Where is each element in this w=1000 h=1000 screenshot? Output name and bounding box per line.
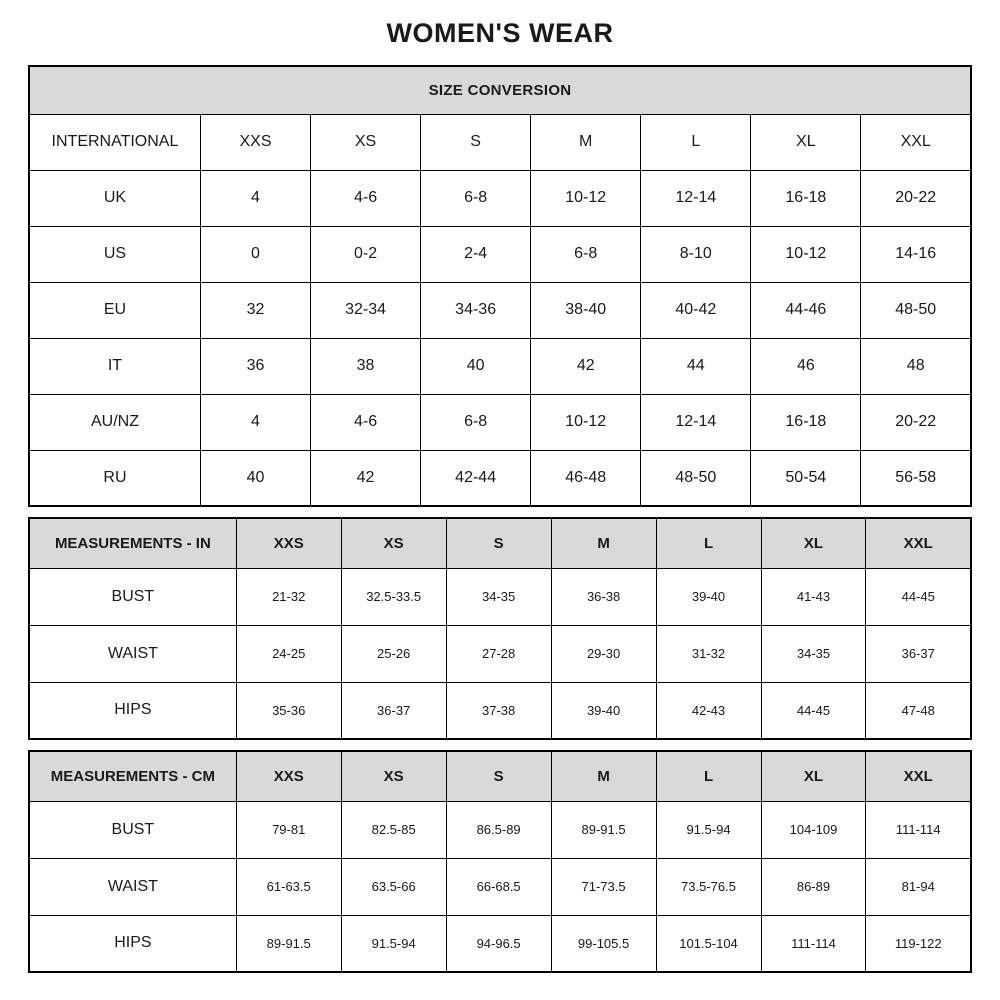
table-cell: 29-30 — [551, 625, 656, 682]
table-cell: 44-45 — [866, 568, 971, 625]
table-cell: 40-42 — [641, 282, 751, 338]
table-cell: 42-44 — [421, 450, 531, 506]
size-conversion-title: SIZE CONVERSION — [29, 66, 971, 114]
table-cell: 32.5-33.5 — [341, 568, 446, 625]
column-header-xxs: XXS — [236, 751, 341, 801]
table-cell: 39-40 — [551, 682, 656, 739]
column-header-international: INTERNATIONAL — [29, 114, 200, 170]
table-cell: 20-22 — [861, 170, 971, 226]
row-label-hips: HIPS — [29, 682, 236, 739]
measurements-in-title: MEASUREMENTS - IN — [29, 518, 236, 568]
table-cell: 71-73.5 — [551, 858, 656, 915]
column-header-m: M — [551, 751, 656, 801]
table-cell: 86.5-89 — [446, 801, 551, 858]
table-cell: 46 — [751, 338, 861, 394]
table-cell: 48 — [861, 338, 971, 394]
table-cell: 35-36 — [236, 682, 341, 739]
table-cell: 81-94 — [866, 858, 971, 915]
column-header-xl: XL — [751, 114, 861, 170]
table-row-waist — [29, 858, 971, 915]
column-header-xxs: XXS — [236, 518, 341, 568]
table-row-aunz — [29, 394, 971, 450]
column-header-l: L — [656, 518, 761, 568]
row-label-bust: BUST — [29, 568, 236, 625]
table-cell: 16-18 — [751, 170, 861, 226]
table-cell: 48-50 — [861, 282, 971, 338]
table-cell: 61-63.5 — [236, 858, 341, 915]
table-cell: 44-45 — [761, 682, 866, 739]
table-cell: 2-4 — [421, 226, 531, 282]
table-cell: 4 — [200, 394, 310, 450]
table-cell: 42-43 — [656, 682, 761, 739]
table-cell: 40 — [421, 338, 531, 394]
row-label-eu: EU — [29, 282, 200, 338]
table-cell: 21-32 — [236, 568, 341, 625]
column-header-s: S — [446, 518, 551, 568]
table-cell: 89-91.5 — [236, 915, 341, 972]
column-header-xl: XL — [761, 518, 866, 568]
table-cell: 20-22 — [861, 394, 971, 450]
table-cell: 12-14 — [641, 394, 751, 450]
table-cell: 24-25 — [236, 625, 341, 682]
table-cell: 4-6 — [311, 394, 421, 450]
table-row-hips — [29, 915, 971, 972]
table-cell: 111-114 — [866, 801, 971, 858]
table-cell: 36 — [200, 338, 310, 394]
table-cell: 41-43 — [761, 568, 866, 625]
table-cell: 36-37 — [341, 682, 446, 739]
table-cell: 34-36 — [421, 282, 531, 338]
table-row-hips — [29, 682, 971, 739]
table-row-ru — [29, 450, 971, 506]
table-cell: 32-34 — [311, 282, 421, 338]
table-cell: 39-40 — [656, 568, 761, 625]
size-conversion-columns-row — [29, 114, 971, 170]
table-cell: 44-46 — [751, 282, 861, 338]
table-cell: 38-40 — [531, 282, 641, 338]
table-cell: 16-18 — [751, 394, 861, 450]
column-header-xs: XS — [341, 751, 446, 801]
row-label-ru: RU — [29, 450, 200, 506]
table-cell: 25-26 — [341, 625, 446, 682]
column-header-xs: XS — [311, 114, 421, 170]
table-cell: 46-48 — [531, 450, 641, 506]
table-cell: 42 — [531, 338, 641, 394]
table-cell: 99-105.5 — [551, 915, 656, 972]
table-cell: 56-58 — [861, 450, 971, 506]
column-header-s: S — [446, 751, 551, 801]
table-cell: 37-38 — [446, 682, 551, 739]
table-cell: 32 — [200, 282, 310, 338]
table-cell: 0 — [200, 226, 310, 282]
table-row-bust — [29, 568, 971, 625]
column-header-xl: XL — [761, 751, 866, 801]
column-header-s: S — [421, 114, 531, 170]
table-cell: 34-35 — [446, 568, 551, 625]
table-cell: 44 — [641, 338, 751, 394]
column-header-m: M — [551, 518, 656, 568]
table-cell: 101.5-104 — [656, 915, 761, 972]
row-label-aunz: AU/NZ — [29, 394, 200, 450]
table-row-bust — [29, 801, 971, 858]
row-label-us: US — [29, 226, 200, 282]
table-cell: 48-50 — [641, 450, 751, 506]
table-row-uk — [29, 170, 971, 226]
page-title: WOMEN'S WEAR — [386, 18, 614, 48]
measurements-in-table — [28, 517, 972, 740]
column-header-l: L — [641, 114, 751, 170]
table-cell: 4-6 — [311, 170, 421, 226]
table-cell: 8-10 — [641, 226, 751, 282]
table-cell: 6-8 — [421, 394, 531, 450]
table-cell: 36-37 — [866, 625, 971, 682]
table-row-waist — [29, 625, 971, 682]
row-label-it: IT — [29, 338, 200, 394]
measurements-cm-header-row — [29, 751, 971, 801]
column-header-xxl: XXL — [861, 114, 971, 170]
measurements-cm-table — [28, 750, 972, 973]
column-header-xs: XS — [341, 518, 446, 568]
table-cell: 47-48 — [866, 682, 971, 739]
table-cell: 10-12 — [751, 226, 861, 282]
table-cell: 4 — [200, 170, 310, 226]
row-label-waist: WAIST — [29, 858, 236, 915]
table-cell: 66-68.5 — [446, 858, 551, 915]
column-header-xxl: XXL — [866, 751, 971, 801]
table-cell: 36-38 — [551, 568, 656, 625]
table-cell: 38 — [311, 338, 421, 394]
table-cell: 42 — [311, 450, 421, 506]
table-cell: 91.5-94 — [656, 801, 761, 858]
row-label-hips: HIPS — [29, 915, 236, 972]
table-cell: 94-96.5 — [446, 915, 551, 972]
row-label-uk: UK — [29, 170, 200, 226]
column-header-l: L — [656, 751, 761, 801]
table-cell: 63.5-66 — [341, 858, 446, 915]
measurements-cm-title: MEASUREMENTS - CM — [29, 751, 236, 801]
table-cell: 82.5-85 — [341, 801, 446, 858]
table-cell: 10-12 — [531, 394, 641, 450]
table-cell: 34-35 — [761, 625, 866, 682]
table-cell: 31-32 — [656, 625, 761, 682]
table-cell: 73.5-76.5 — [656, 858, 761, 915]
table-cell: 14-16 — [861, 226, 971, 282]
column-header-xxs: XXS — [200, 114, 310, 170]
table-cell: 119-122 — [866, 915, 971, 972]
row-label-waist: WAIST — [29, 625, 236, 682]
table-row-it — [29, 338, 971, 394]
table-cell: 10-12 — [531, 170, 641, 226]
size-conversion-table — [28, 65, 972, 507]
table-cell: 0-2 — [311, 226, 421, 282]
table-cell: 111-114 — [761, 915, 866, 972]
column-header-m: M — [531, 114, 641, 170]
row-label-bust: BUST — [29, 801, 236, 858]
size-conversion-banner-row — [29, 66, 971, 114]
table-cell: 89-91.5 — [551, 801, 656, 858]
table-cell: 6-8 — [421, 170, 531, 226]
table-cell: 104-109 — [761, 801, 866, 858]
table-cell: 50-54 — [751, 450, 861, 506]
table-row-eu — [29, 282, 971, 338]
table-cell: 91.5-94 — [341, 915, 446, 972]
table-cell: 86-89 — [761, 858, 866, 915]
table-cell: 12-14 — [641, 170, 751, 226]
column-header-xxl: XXL — [866, 518, 971, 568]
table-row-us — [29, 226, 971, 282]
table-cell: 40 — [200, 450, 310, 506]
table-cell: 27-28 — [446, 625, 551, 682]
table-cell: 6-8 — [531, 226, 641, 282]
measurements-in-header-row — [29, 518, 971, 568]
table-cell: 79-81 — [236, 801, 341, 858]
